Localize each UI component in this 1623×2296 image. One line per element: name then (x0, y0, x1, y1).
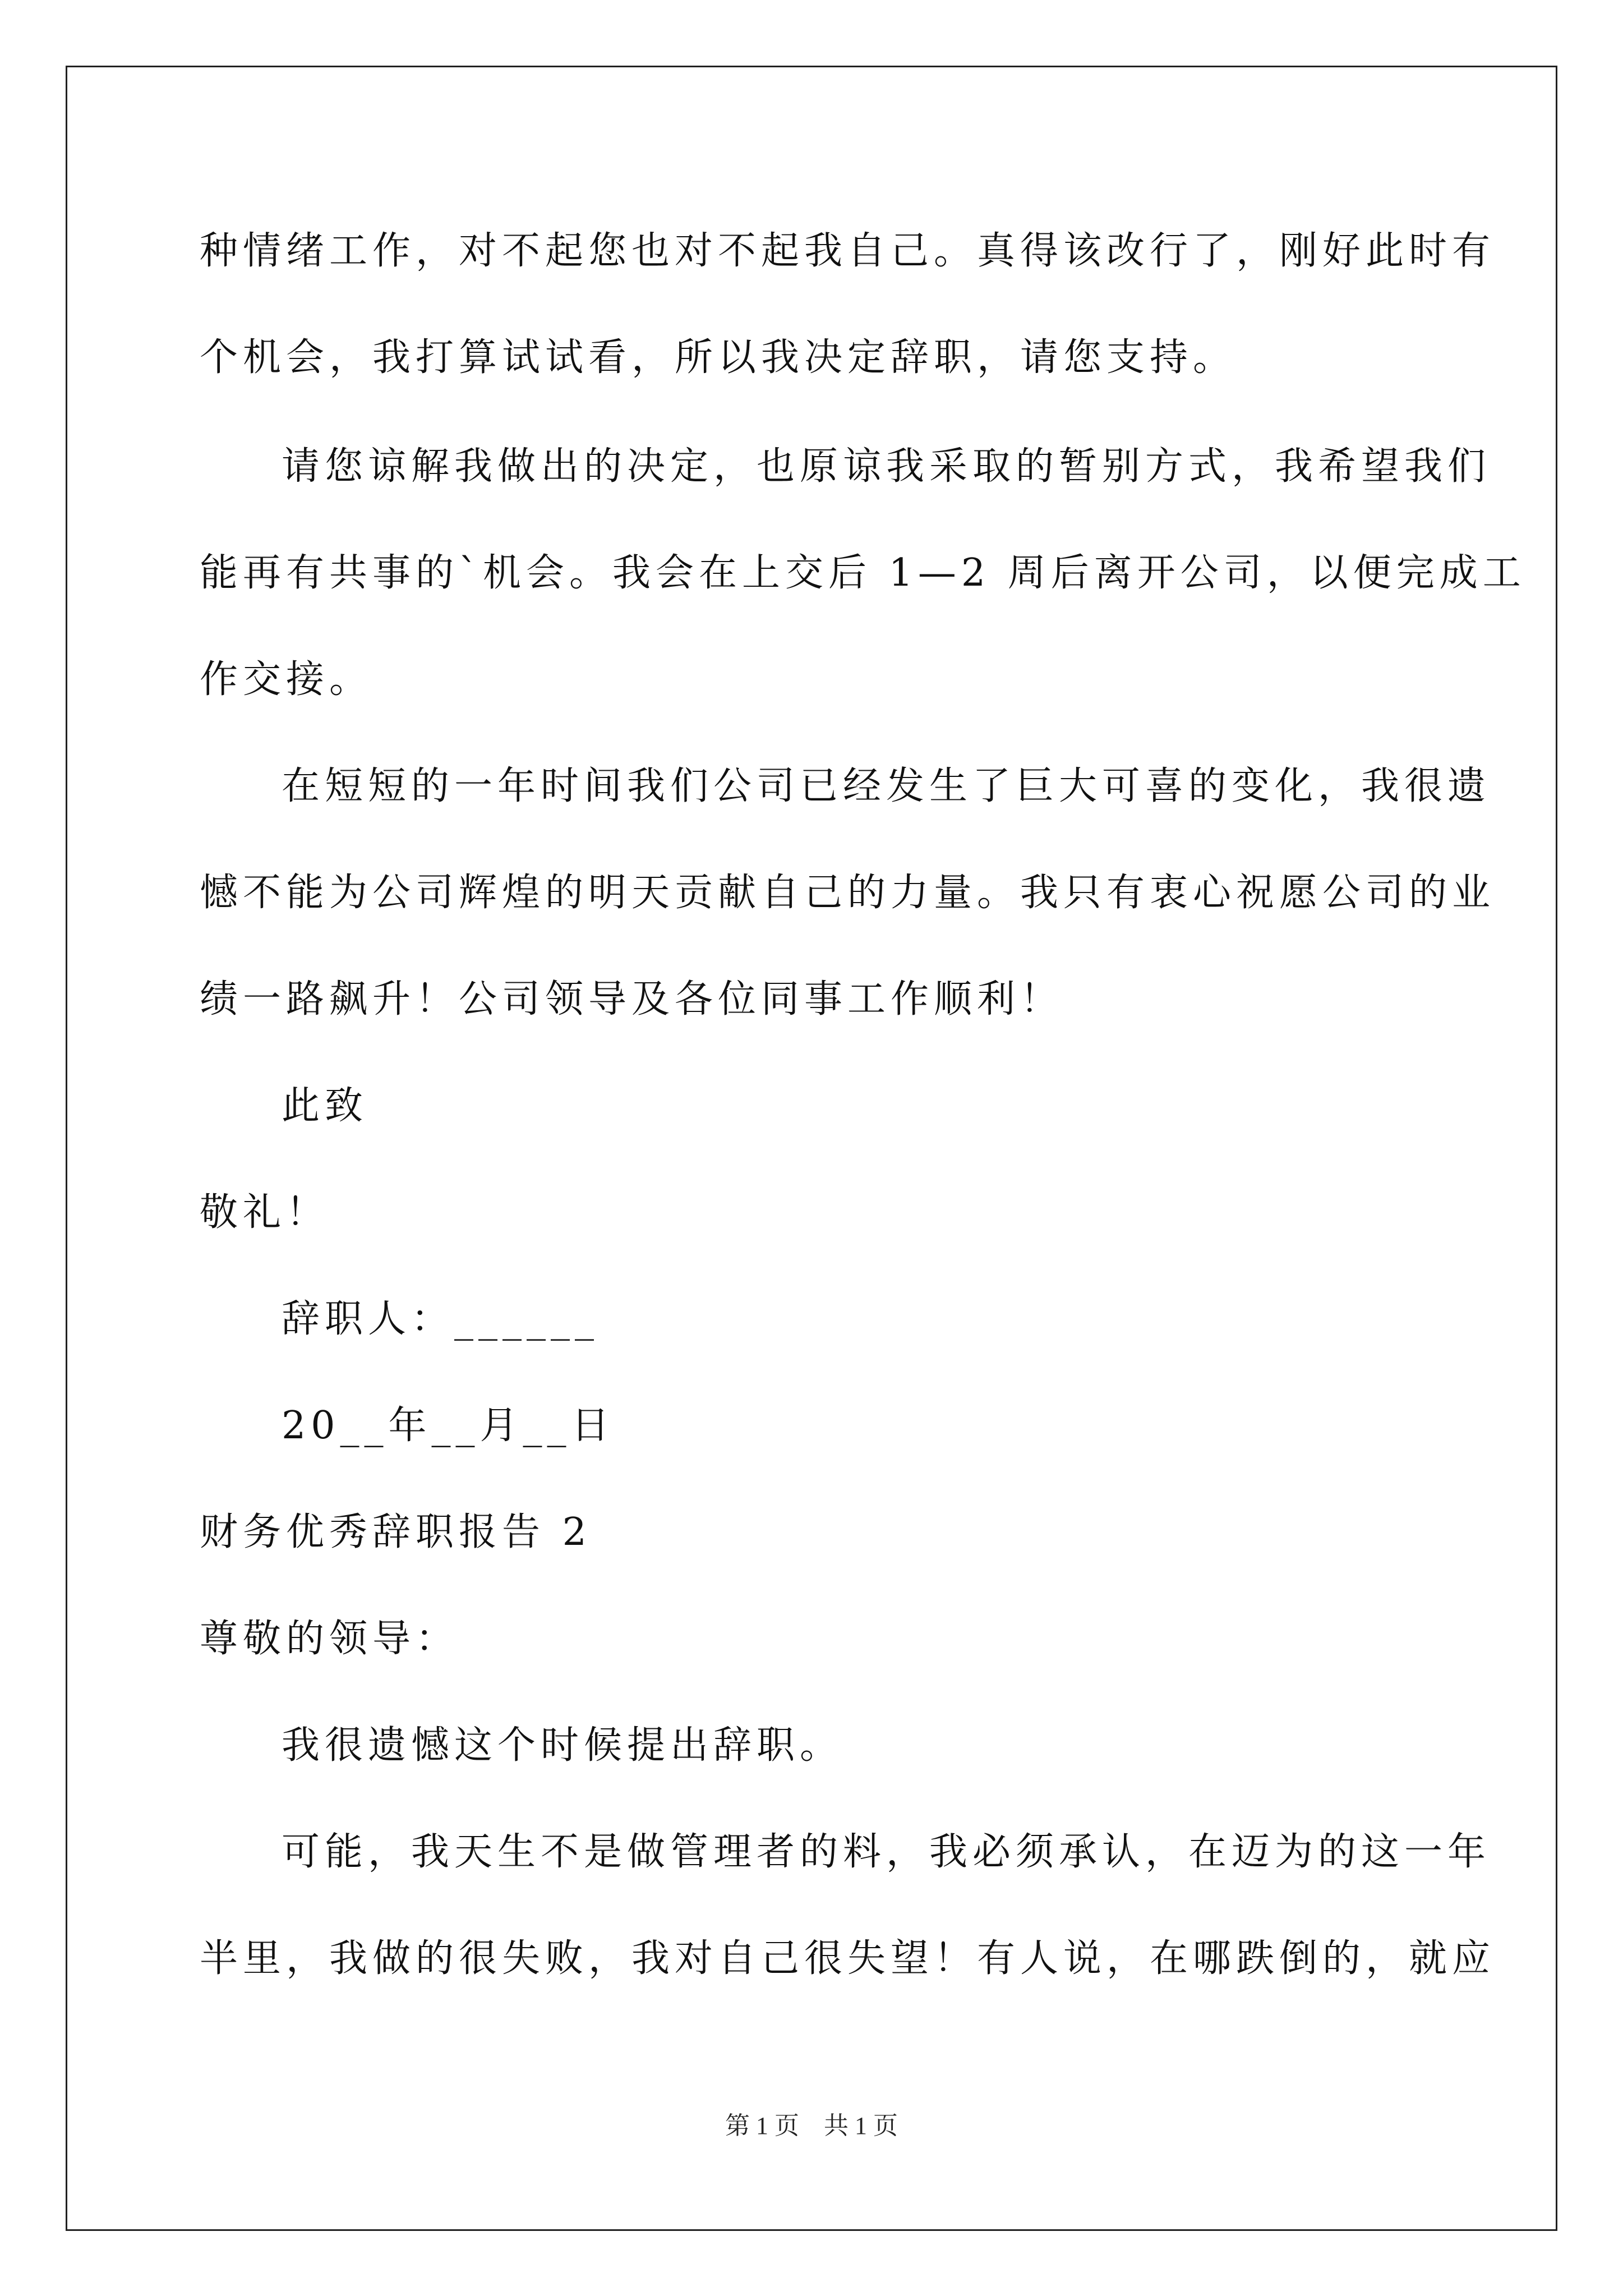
paragraph-line: 我很遗憾这个时候提出辞职。 (282, 1723, 843, 1768)
paragraph-line: 半里，我做的很失败，我对自己很失望！有人说，在哪跌倒的，就应 (200, 1936, 1496, 1981)
paragraph-line: 憾不能为公司辉煌的明天贡献自己的力量。我只有衷心祝愿公司的业 (200, 871, 1496, 915)
paragraph-line: 能再有共事的`机会。我会在上交后 1—2 周后离开公司，以便完成工 (200, 551, 1526, 595)
paragraph-line: 个机会，我打算试试看，所以我决定辞职，请您支持。 (200, 335, 1237, 380)
page-footer: 第 1 页 共 1 页 (725, 2112, 898, 2139)
salutation-line: 敬礼！ (200, 1190, 330, 1235)
paragraph-line: 种情绪工作，对不起您也对不起我自己。真得该改行了，刚好此时有 (200, 229, 1496, 273)
paragraph-line: 可能，我天生不是做管理者的料，我必须承认，在迈为的这一年 (282, 1830, 1491, 1874)
paragraph-line: 作交接。 (200, 657, 373, 702)
closing-line: 此致 (282, 1084, 368, 1128)
greeting-line: 尊敬的领导： (200, 1617, 459, 1661)
page-border (66, 66, 1557, 2231)
paragraph-line: 在短短的一年时间我们公司已经发生了巨大可喜的变化，我很遗 (282, 764, 1491, 808)
paragraph-line: 绩一路飙升！公司领导及各位同事工作顺利！ (200, 977, 1064, 1022)
date-line: 20__年__月__日 (282, 1404, 615, 1448)
signature-line: 辞职人：______ (282, 1297, 600, 1341)
paragraph-line: 请您谅解我做出的决定，也原谅我采取的暂别方式，我希望我们 (282, 444, 1491, 489)
section-heading: 财务优秀辞职报告 2 (200, 1510, 592, 1554)
